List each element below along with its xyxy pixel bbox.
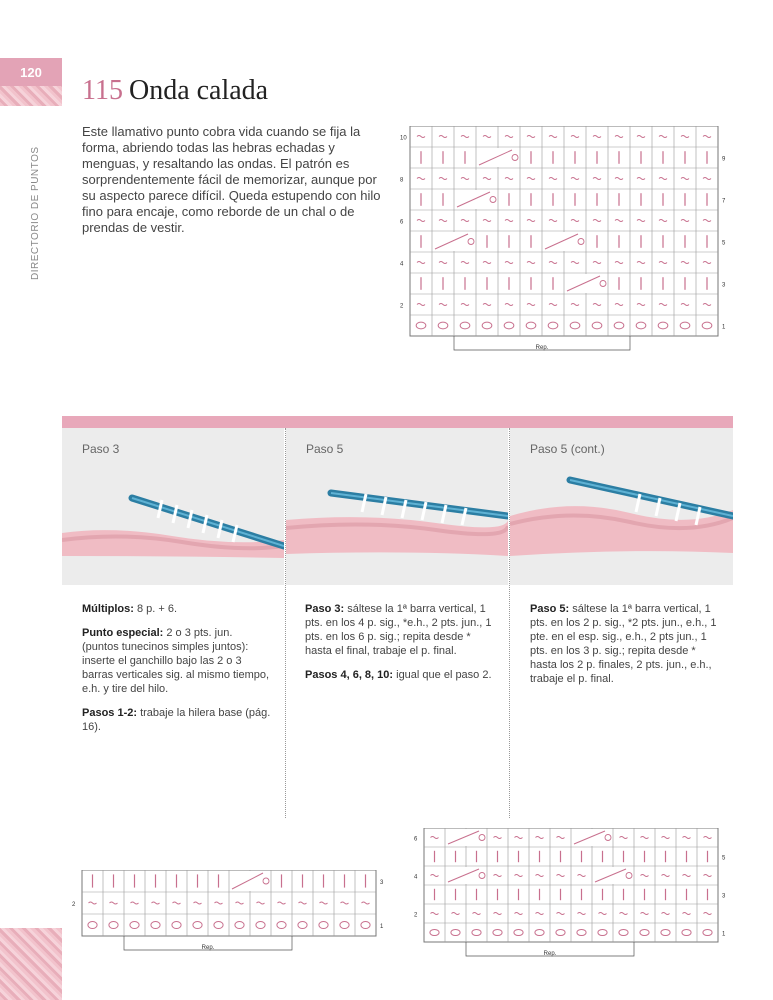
- chart-row-number: 6: [400, 219, 404, 226]
- chart-row-number: 7: [722, 198, 726, 205]
- chart-row-number: 3: [380, 880, 384, 886]
- section-label: DIRECTORIO DE PUNTOS: [30, 146, 41, 280]
- chart-row-number: 2: [400, 303, 404, 310]
- step-photo-2: [286, 428, 508, 585]
- stitch-number: 115: [82, 75, 123, 106]
- step-caption: Paso 5 (cont.): [530, 442, 605, 456]
- chart-row-number: 5: [722, 855, 726, 862]
- chart-row-number: 10: [400, 135, 407, 142]
- chart-row-number: 2: [72, 902, 76, 908]
- stitch-title: [82, 75, 268, 107]
- stitch-chart-main: [398, 126, 740, 358]
- yarn-swatch-bottom: [0, 928, 62, 1000]
- chart-row-number: 5: [722, 240, 726, 247]
- page-number: 120: [0, 58, 62, 86]
- chart-repeat-label: Rep.: [535, 345, 549, 351]
- chart-row-number: 3: [722, 282, 726, 289]
- chart-row-number: 1: [722, 324, 726, 331]
- chart-repeat-label: Rep.: [543, 951, 557, 957]
- section-divider-bar: [62, 416, 733, 428]
- chart-row-number: 4: [400, 261, 404, 268]
- yarn-swatch-top: [0, 86, 62, 106]
- instructions-col-3: Paso 5: sáltese la 1ª barra vertical, 1 pts. en los 2 p. sig., *2 pts. jun., e.h., 1 pte. en el esp. sig., e.h., 2 pts jun., 1 pts. en los 3 p. sig.; repita desde * hasta los 2 p. finales, 2 pts. jun., e.h., trabaje el p. final.: [530, 603, 717, 685]
- step-caption: Paso 3: [82, 442, 120, 456]
- step-photo-3: [510, 428, 733, 585]
- chart-grid: [398, 126, 740, 358]
- chart-row-number: 1: [722, 931, 726, 938]
- stitch-chart-step3: [70, 870, 398, 958]
- stitch-name: Onda calada: [128, 75, 269, 106]
- step-caption: Paso 5: [306, 442, 344, 456]
- chart-row-number: 8: [400, 177, 404, 184]
- chart-row-number: 1: [380, 924, 384, 930]
- chart-row-number: 4: [414, 874, 418, 881]
- stitch-chart-step5: [412, 828, 740, 964]
- chart-row-number: 9: [722, 156, 726, 163]
- chart-row-number: 6: [414, 836, 418, 843]
- intro-text: Este llamativo punto cobra vida cuando se fija la forma, abriendo todas las hebras echadas y menguas, y resaltando las ondas. El patrón es sorprendentemente fácil de memorizar, aunque por su aspecto parece difícil. Queda estupendo con hilo fino para encaje, como reborde de un chal o de prendas de vestir.: [82, 124, 381, 235]
- instructions-col-2: Paso 3: sáltese la 1ª barra vertical, 1 pts. en los 4 p. sig., *e.h., 2 pts. jun., 1 pts. en los 6 p. sig.; repita desde * hasta el final, trabaje el p. final. Pasos 4, 6, 8, 10: igual que el paso 2.: [305, 603, 492, 681]
- step-photo-1: [62, 428, 284, 585]
- chart-grid: [412, 828, 740, 964]
- chart-repeat-label: Rep.: [201, 945, 215, 951]
- instructions-col-1: Múltiplos: 8 p. + 6. Punto especial: 2 o 3 pts. jun. (puntos tunecinos simples juntos): inserte el ganchillo bajo las 2 o 3 barras verticales sig. al mismo tiempo, e.h. y tire del hilo. Pasos 1-2: trabaje la hilera base (pág. 16).: [82, 603, 271, 733]
- chart-row-number: 3: [722, 893, 726, 900]
- chart-grid: [70, 870, 398, 958]
- chart-row-number: 2: [414, 912, 418, 919]
